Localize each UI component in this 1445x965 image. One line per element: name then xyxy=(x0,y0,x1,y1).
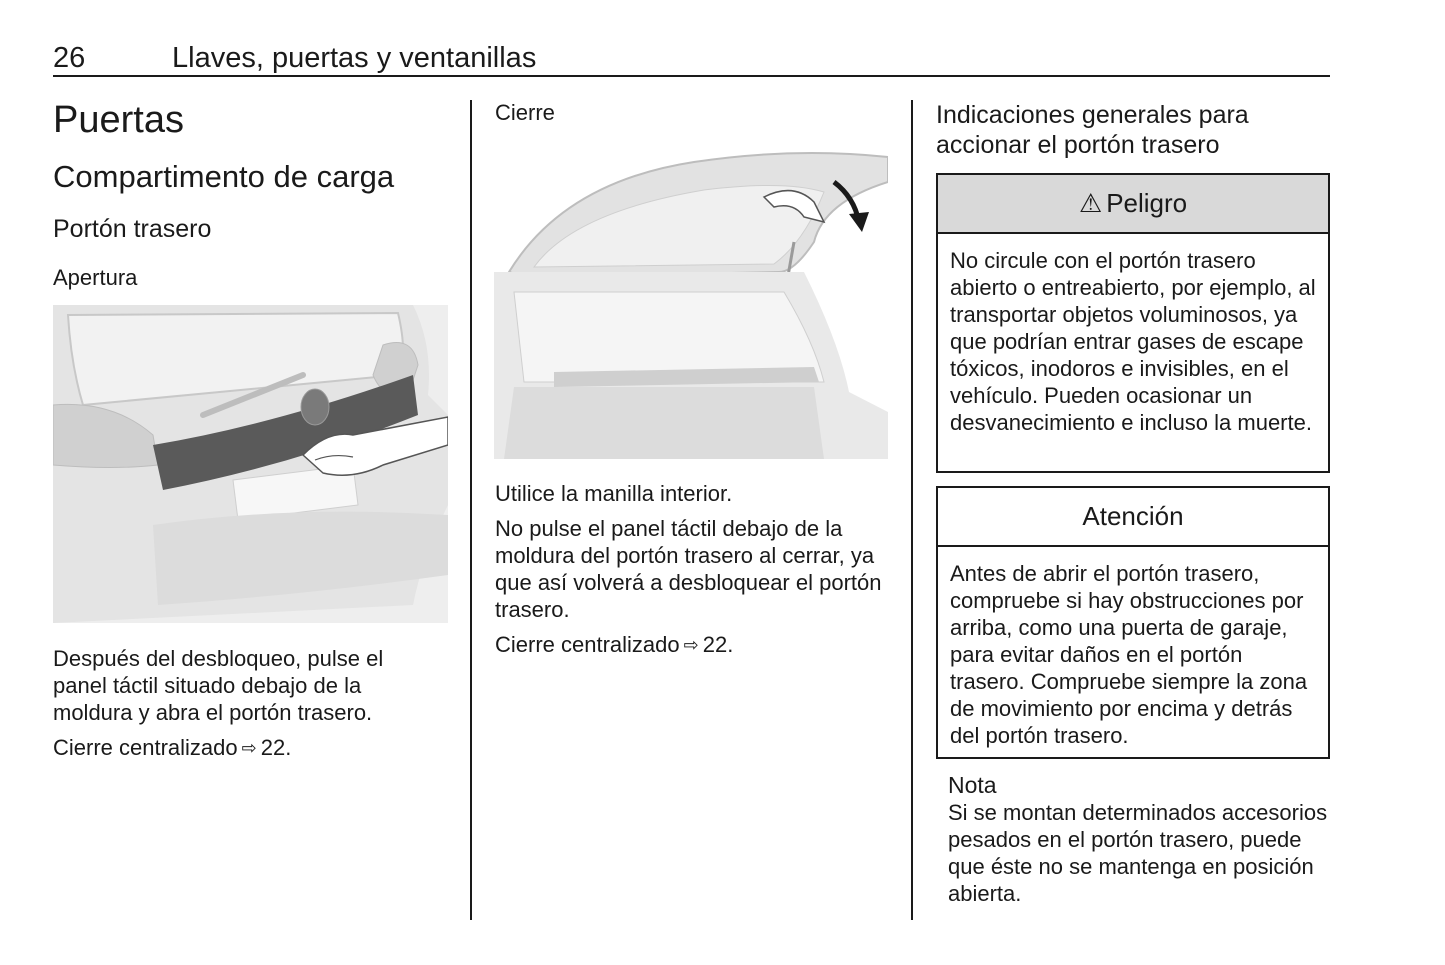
general-indications-heading: Indicaciones generales para accionar el portón trasero xyxy=(936,101,1249,159)
reference-page: 22. xyxy=(260,735,292,760)
caution-box xyxy=(936,486,1330,759)
closing-instructions xyxy=(495,480,890,667)
reference-arrow-icon: ⇨ xyxy=(683,635,699,655)
chapter-title: Llaves, puertas y ventanillas xyxy=(172,42,537,74)
column-divider-2 xyxy=(911,100,913,920)
note-text: Si se montan determinados accesorios pesados en el portón trasero, puede que éste no se mantenga en posición abierta. xyxy=(948,800,1328,906)
closing-paragraph-2: No pulse el panel táctil debajo de la moldura del portón trasero al cerrar, ya que así volverá a desbloquear el portón trasero. xyxy=(495,516,882,622)
reference-label: Cierre centralizado xyxy=(495,632,680,657)
header-rule xyxy=(53,75,1330,77)
subsection-heading: Portón trasero xyxy=(53,215,212,243)
tailgate-closing-illustration-icon xyxy=(494,142,888,459)
closing-heading: Cierre xyxy=(495,100,555,125)
opening-paragraph: Después del desbloqueo, pulse el panel táctil situado debajo de la moldura y abra el portón trasero. xyxy=(53,646,384,725)
opening-heading: Apertura xyxy=(53,265,138,290)
reference-arrow-icon: ⇨ xyxy=(241,738,257,758)
column-divider-1 xyxy=(470,100,472,920)
warning-triangle-icon: ⚠ xyxy=(1078,188,1103,218)
danger-header xyxy=(938,175,1328,234)
danger-title: Peligro xyxy=(1106,188,1188,218)
central-locking-reference-2[interactable] xyxy=(495,631,890,659)
reference-label: Cierre centralizado xyxy=(53,735,238,760)
tailgate-opening-illustration-icon xyxy=(53,305,448,623)
danger-text: No circule con el portón trasero abierto o entreabierto, por ejemplo, al transportar objetos voluminosos, ya que podrían entrar gases de escape tóxicos, inodoros e invisibles, en el vehículo. Pueden ocasionar un desvanecimiento e incluso la muerte. xyxy=(950,248,1316,435)
page-title: Puertas xyxy=(53,99,184,141)
caution-header xyxy=(938,488,1328,547)
section-heading: Compartimento de carga xyxy=(53,159,395,194)
opening-instructions xyxy=(53,645,433,770)
note-title: Nota xyxy=(948,772,997,798)
caution-text: Antes de abrir el portón trasero, compruebe si hay obstrucciones por arriba, como una puerta de garaje, para evitar daños en el portón trasero. Compruebe siempre la zona de movimiento por encima y detrás del portón trasero. xyxy=(950,561,1308,748)
note-block xyxy=(948,772,1333,907)
page-number: 26 xyxy=(53,42,86,74)
closing-paragraph-1: Utilice la manilla interior. xyxy=(495,481,733,506)
caution-title: Atención xyxy=(1082,501,1184,531)
central-locking-reference[interactable] xyxy=(53,734,433,762)
danger-box xyxy=(936,173,1330,473)
reference-page: 22. xyxy=(702,632,734,657)
